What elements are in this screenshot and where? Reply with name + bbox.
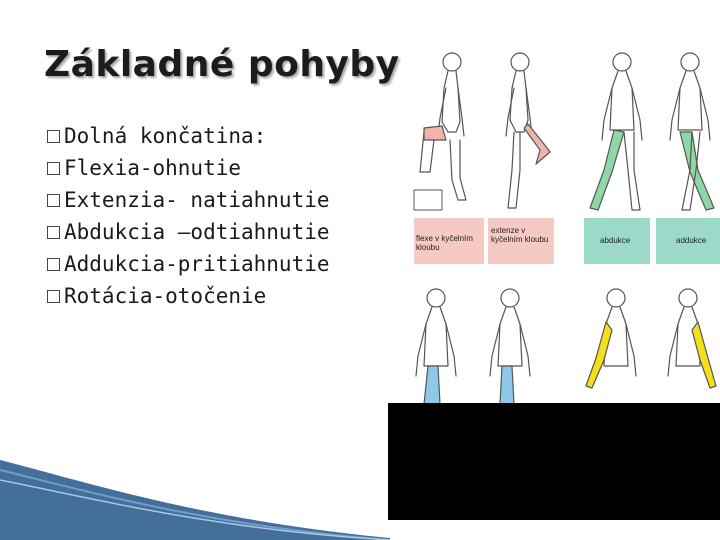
extension-leg [524,124,550,164]
figure-extension [506,53,550,208]
figure-abduction [590,53,642,210]
square-bullet-icon [47,162,60,175]
flexion-thigh [424,126,446,140]
rotation-leg-1 [424,366,440,404]
square-bullet-icon [47,130,60,143]
label-adduction: addukce [676,236,707,245]
bullet-list [47,120,330,312]
square-bullet-icon [47,258,60,271]
square-bullet-icon [47,226,60,239]
label-abduction: abdukce [600,236,631,245]
bullet-item [47,216,330,248]
bullet-text: Rotácia-otočenie [64,284,267,308]
bullet-text: Extenzia- natiahnutie [64,188,330,212]
bullet-text: Flexia-ohnutie [64,156,242,180]
slide-title: Základné pohyby [44,44,400,85]
figure-rotation-2 [490,289,530,404]
figure-arm-1 [586,289,636,388]
figure-rotation-1 [416,289,456,404]
figure-flexion [414,53,466,210]
decorative-wave [0,440,390,540]
bullet-item [47,248,330,280]
square-bullet-icon [47,290,60,303]
bullet-text: Addukcia-pritiahnutie [64,252,330,276]
adduction-leg [680,132,714,210]
label-flexion: flexe v kyčelním kloubu [416,234,473,252]
label-extension: extenze v kyčelním kloubu [491,226,549,244]
arm-yellow-1 [586,322,612,388]
rotation-leg-2 [500,366,514,404]
figure-adduction [670,53,714,210]
figure-arm-2 [668,289,716,388]
covered-area [388,403,720,520]
abduction-leg [590,130,624,210]
bullet-item [47,280,330,312]
bullet-item [47,120,330,152]
bullet-item [47,184,330,216]
square-bullet-icon [47,194,60,207]
bullet-text: Dolná končatina: [64,124,267,148]
arm-yellow-2 [692,322,716,388]
bullet-item [47,152,330,184]
bullet-text: Abdukcia –odtiahnutie [64,220,330,244]
